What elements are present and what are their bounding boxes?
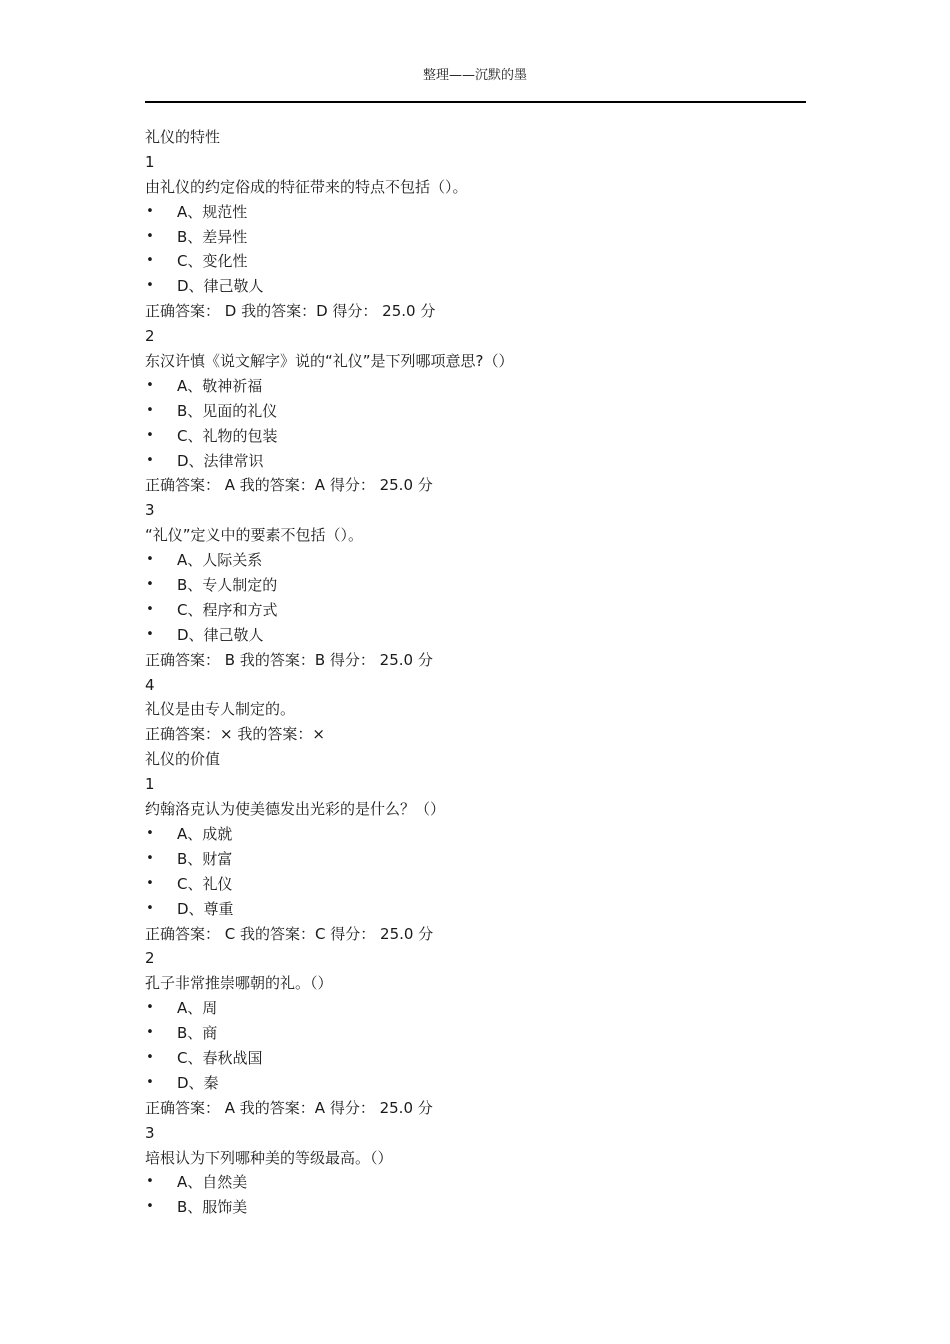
option-item <box>145 897 806 922</box>
bullet-icon: • <box>146 900 154 916</box>
header-title: 整理——沉默的墨 <box>422 68 527 83</box>
bullet-icon: • <box>146 577 154 593</box>
bullet-icon: • <box>146 1074 154 1090</box>
text-line: 4 <box>145 675 155 694</box>
option-item <box>145 424 806 449</box>
text-line: 礼仪是由专人制定的。 <box>145 700 296 719</box>
option-label: B、服饰美 <box>177 1198 248 1217</box>
answer-result: 正确答案：× 我的答案：× <box>145 725 325 744</box>
option-label: D、律己敬人 <box>177 625 264 644</box>
option-item <box>145 374 806 399</box>
option-label: C、程序和方式 <box>177 600 278 619</box>
text-line: 3 <box>145 501 155 520</box>
bullet-icon: • <box>146 278 154 294</box>
document-body <box>145 125 806 1220</box>
option-label: B、财富 <box>177 849 233 868</box>
option-item <box>145 249 806 274</box>
option-label: A、规范性 <box>177 202 248 221</box>
option-label: D、律己敬人 <box>177 277 264 296</box>
answer-result: 正确答案： A 我的答案：A 得分： 25.0 分 <box>145 476 433 495</box>
bullet-icon: • <box>146 427 154 443</box>
option-item <box>145 1195 806 1220</box>
option-label: A、人际关系 <box>177 551 263 570</box>
text-line: 礼仪的特性 <box>145 128 221 146</box>
option-item <box>145 1071 806 1096</box>
page-header <box>0 66 950 86</box>
text-line: 2 <box>145 949 155 968</box>
option-label: D、尊重 <box>177 899 234 918</box>
option-label: A、敬神祈福 <box>177 376 263 395</box>
option-item <box>145 449 806 474</box>
header-rule <box>145 101 806 103</box>
bullet-icon: • <box>146 601 154 617</box>
answer-result: 正确答案： D 我的答案：D 得分： 25.0 分 <box>145 302 436 321</box>
text-line: 孔子非常推崇哪朝的礼。（） <box>145 974 333 993</box>
bullet-icon: • <box>146 452 154 468</box>
text-line: 礼仪的价值 <box>145 750 221 769</box>
option-item <box>145 598 806 623</box>
answer-result: 正确答案： A 我的答案：A 得分： 25.0 分 <box>145 1098 433 1117</box>
text-line: 约翰洛克认为使美德发出光彩的是什么？（） <box>145 800 446 819</box>
bullet-icon: • <box>146 253 154 269</box>
bullet-icon: • <box>146 626 154 642</box>
option-label: B、商 <box>177 1024 218 1043</box>
bullet-icon: • <box>146 203 154 219</box>
option-label: B、差异性 <box>177 227 248 246</box>
option-item <box>145 548 806 573</box>
answer-result: 正确答案： C 我的答案：C 得分： 25.0 分 <box>145 924 434 943</box>
bullet-icon: • <box>146 228 154 244</box>
option-label: C、春秋战国 <box>177 1048 263 1067</box>
option-item <box>145 1170 806 1195</box>
option-item <box>145 996 806 1021</box>
answer-result: 正确答案： B 我的答案：B 得分： 25.0 分 <box>145 650 433 669</box>
text-line: “礼仪”定义中的要素不包括（）。 <box>145 526 364 545</box>
bullet-icon: • <box>146 402 154 418</box>
bullet-icon: • <box>146 377 154 393</box>
option-item <box>145 274 806 299</box>
option-label: A、成就 <box>177 824 233 843</box>
text-line: 1 <box>145 775 155 794</box>
text-line: 3 <box>145 1123 155 1142</box>
option-label: A、自然美 <box>177 1173 248 1192</box>
option-item <box>145 623 806 648</box>
option-item <box>145 573 806 598</box>
bullet-icon: • <box>146 552 154 568</box>
text-line: 1 <box>145 152 155 171</box>
bullet-icon: • <box>146 850 154 866</box>
option-item <box>145 200 806 225</box>
option-item <box>145 399 806 424</box>
text-line: 东汉许慎《说文解字》说的“礼仪”是下列哪项意思?（） <box>145 352 514 371</box>
option-item <box>145 872 806 897</box>
option-label: B、专人制定的 <box>177 576 278 595</box>
bullet-icon: • <box>146 875 154 891</box>
bullet-icon: • <box>146 825 154 841</box>
option-label: D、秦 <box>177 1073 219 1092</box>
bullet-icon: • <box>146 1174 154 1190</box>
bullet-icon: • <box>146 1049 154 1065</box>
option-item <box>145 822 806 847</box>
text-line: 2 <box>145 327 155 346</box>
option-label: C、礼物的包装 <box>177 426 278 445</box>
text-line: 由礼仪的约定俗成的特征带来的特点不包括（）。 <box>145 177 468 196</box>
option-label: D、法律常识 <box>177 451 264 470</box>
option-label: C、变化性 <box>177 252 248 271</box>
option-label: A、周 <box>177 999 218 1018</box>
option-item <box>145 1021 806 1046</box>
option-item <box>145 225 806 250</box>
option-item <box>145 1046 806 1071</box>
bullet-icon: • <box>146 1000 154 1016</box>
bullet-icon: • <box>146 1199 154 1215</box>
bullet-icon: • <box>146 1025 154 1041</box>
option-label: B、见面的礼仪 <box>177 401 278 420</box>
option-label: C、礼仪 <box>177 874 233 893</box>
text-line: 培根认为下列哪种美的等级最高。（） <box>145 1148 393 1167</box>
option-item <box>145 847 806 872</box>
